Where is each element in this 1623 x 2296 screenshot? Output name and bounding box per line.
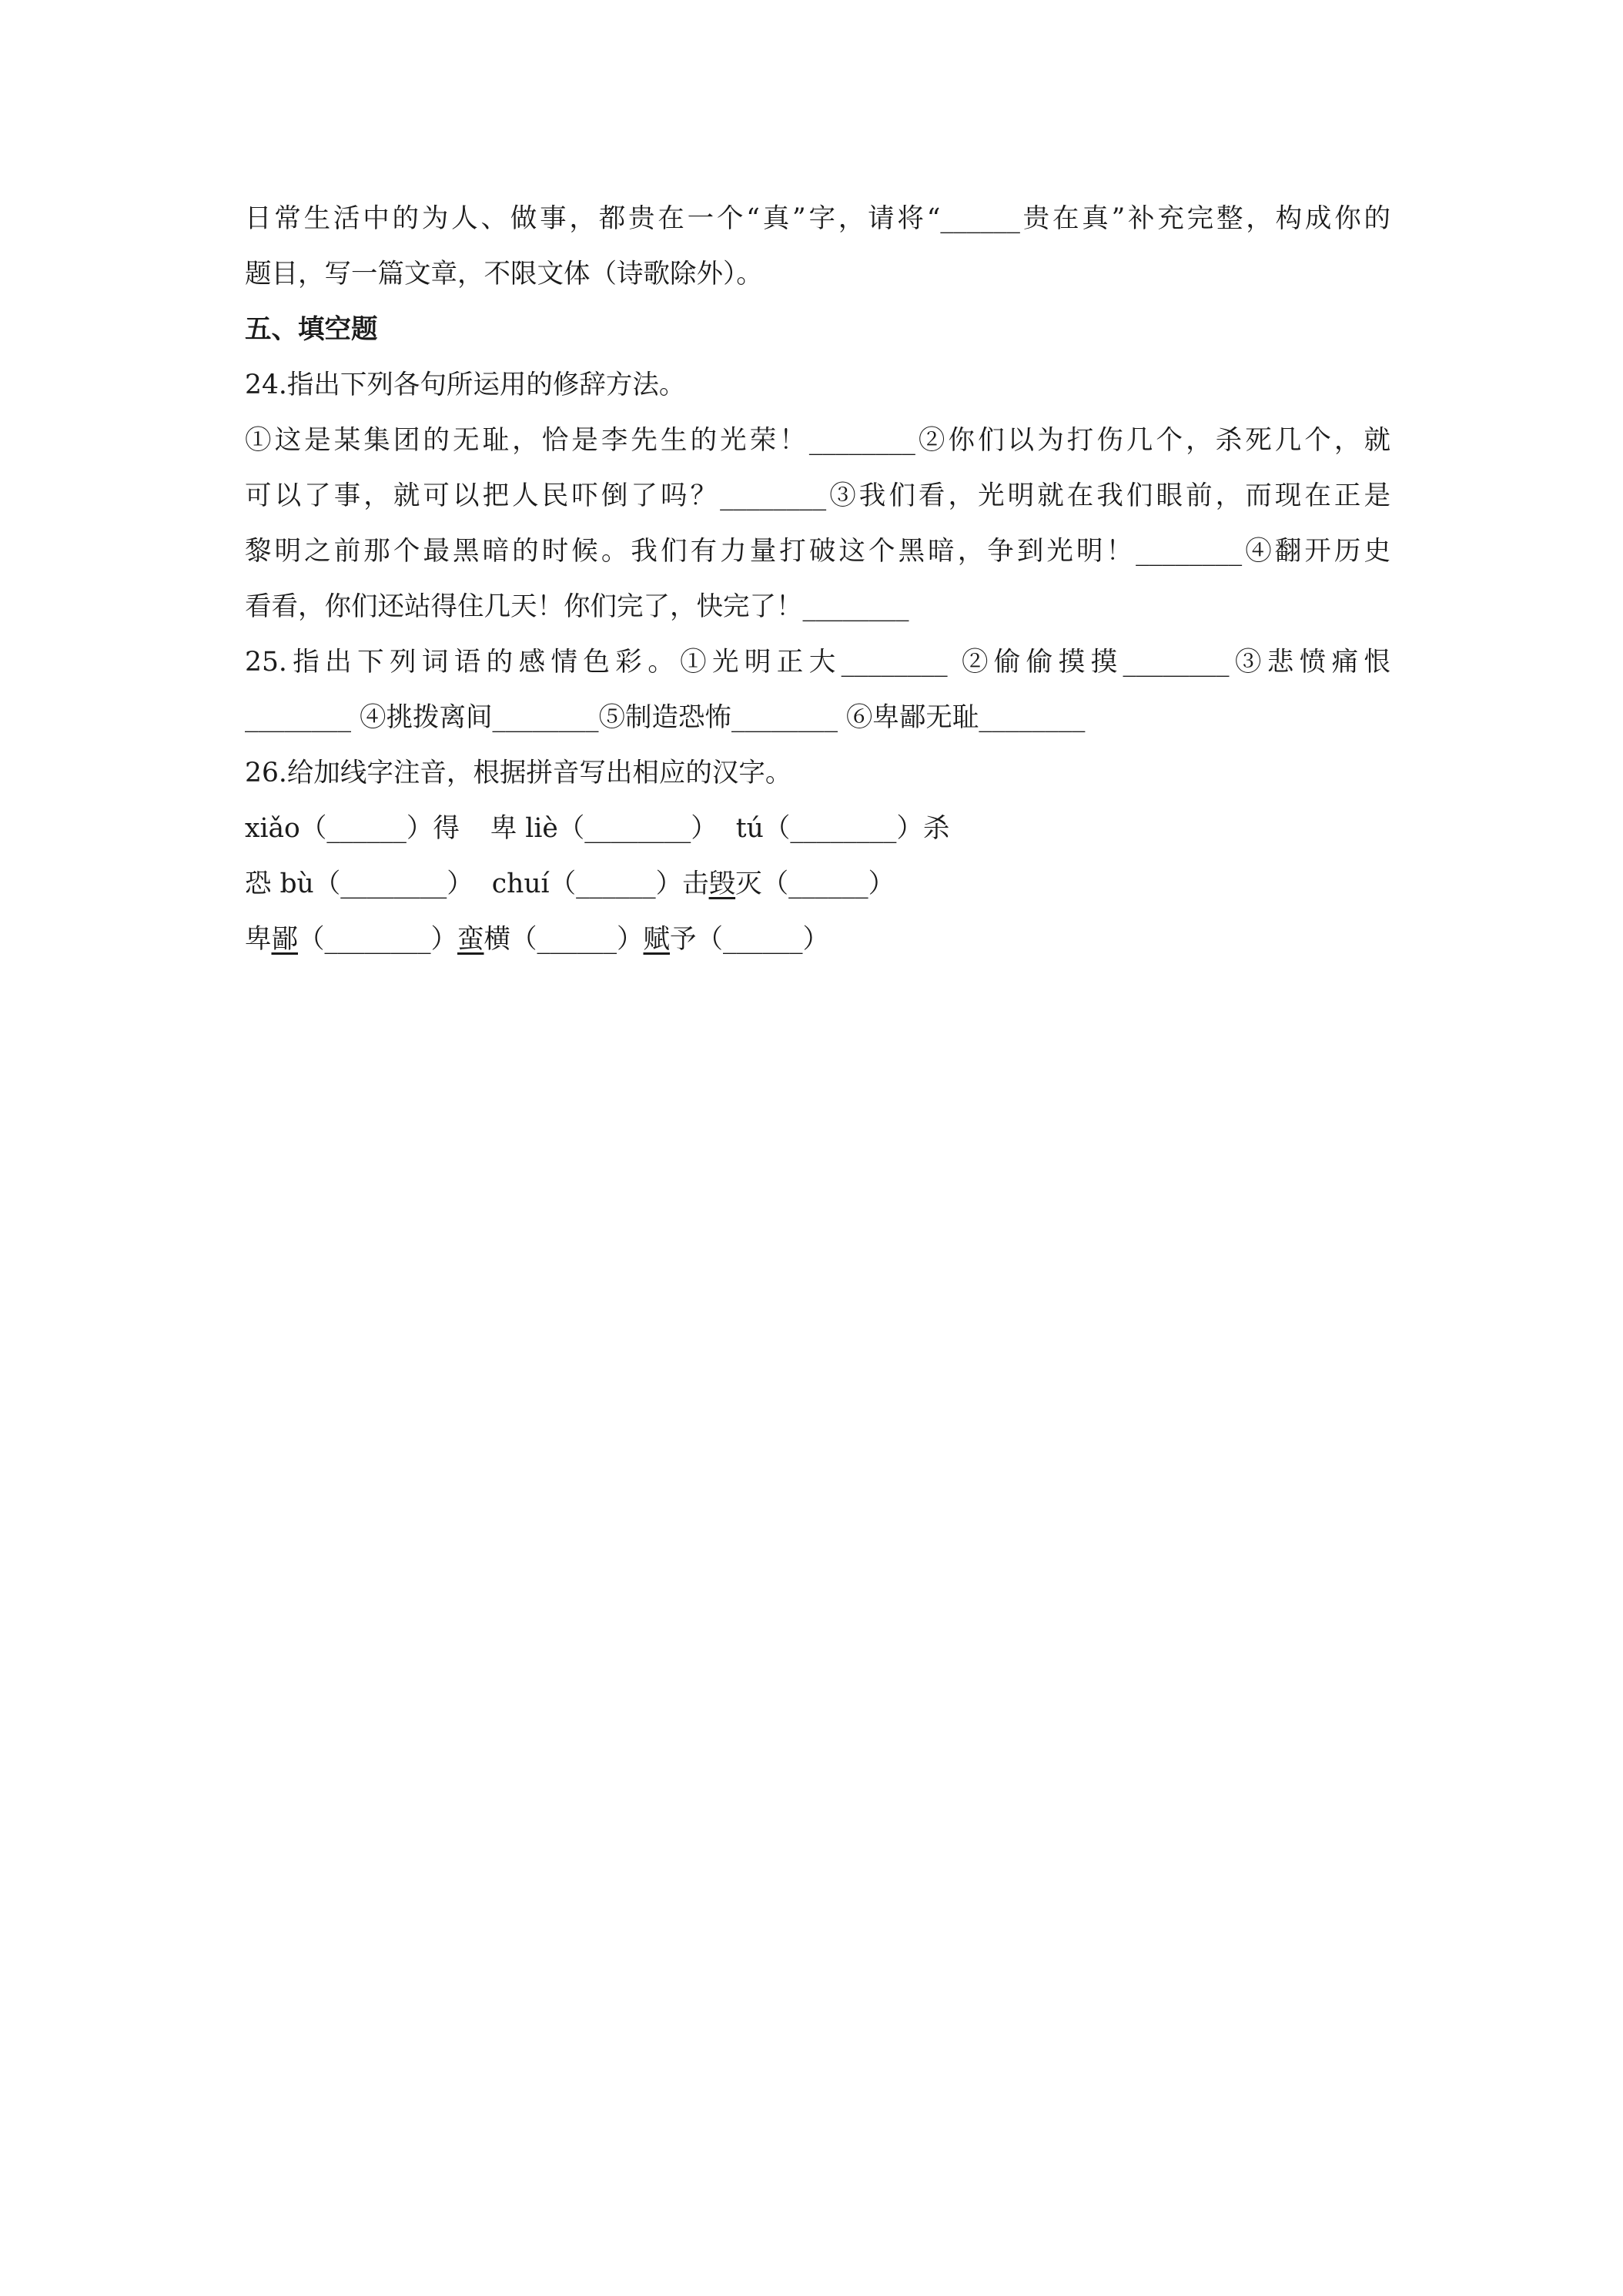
q26-item-lie: 卑 liè（________）: [490, 813, 718, 844]
q26-item-man-rest: 横（______）: [484, 924, 644, 955]
q26-item-bi-prefix: 卑: [245, 924, 272, 955]
question-26-prompt: 26.给加线字注音，根据拼音写出相应的汉字。: [245, 758, 792, 788]
q26-item-xiao: xiǎo（______）得: [245, 813, 460, 844]
q26-item-man-underlined: 蛮: [457, 924, 484, 955]
q26-item-hui-underlined: 毁: [708, 869, 736, 899]
question-24-line-2: 可以了事，就可以把人民吓倒了吗？________③我们看，光明就在我们眼前，而现在正是: [245, 480, 1390, 511]
question-24-prompt: 24.指出下列各句所运用的修辞方法。: [245, 370, 686, 400]
q26-item-bi-rest: （________）: [298, 924, 457, 955]
q26-item-bi-underlined: 鄙: [271, 924, 298, 955]
question-24-line-1: ①这是某集团的无耻，恰是李先生的光荣！________②你们以为打伤几个，杀死几个，就: [245, 425, 1390, 456]
question-24-line-3: 黎明之前那个最黑暗的时候。我们有力量打破这个黑暗，争到光明！________④翻开历史: [245, 536, 1390, 567]
q26-item-hui-rest: 灭（______）: [735, 869, 895, 899]
q26-item-fu-rest: 予（______）: [670, 924, 829, 955]
q26-item-bu: 恐 bù（________）: [245, 869, 474, 899]
question-25-line-1: 25.指出下列词语的感情色彩。①光明正大________ ②偷偷摸摸________③悲愤痛恨: [245, 647, 1390, 678]
question-26-row-3: [245, 912, 1390, 967]
document-content: [245, 191, 1390, 967]
question-26-row-2: [245, 856, 1390, 912]
question-24-line-4: 看看，你们还站得住几天！你们完了，快完了！________: [245, 591, 909, 622]
q26-item-tu: tú（________）杀: [735, 813, 950, 844]
section-title: 五、填空题: [245, 314, 378, 345]
q26-item-chui: chuí（______）击: [491, 869, 709, 899]
question-26-row-1: [245, 801, 1390, 856]
essay-prompt-line-1: 日常生活中的为人、做事，都贵在一个“真”字，请将“______贵在真”补充完整，构成你的: [245, 203, 1390, 234]
question-25-line-2: ________ ④挑拨离间________⑤制造恐怖________ ⑥卑鄙无耻________: [245, 702, 1086, 733]
q26-item-fu-underlined: 赋: [643, 924, 670, 955]
essay-prompt-line-2: 题目，写一篇文章，不限文体（诗歌除外）。: [245, 259, 763, 290]
